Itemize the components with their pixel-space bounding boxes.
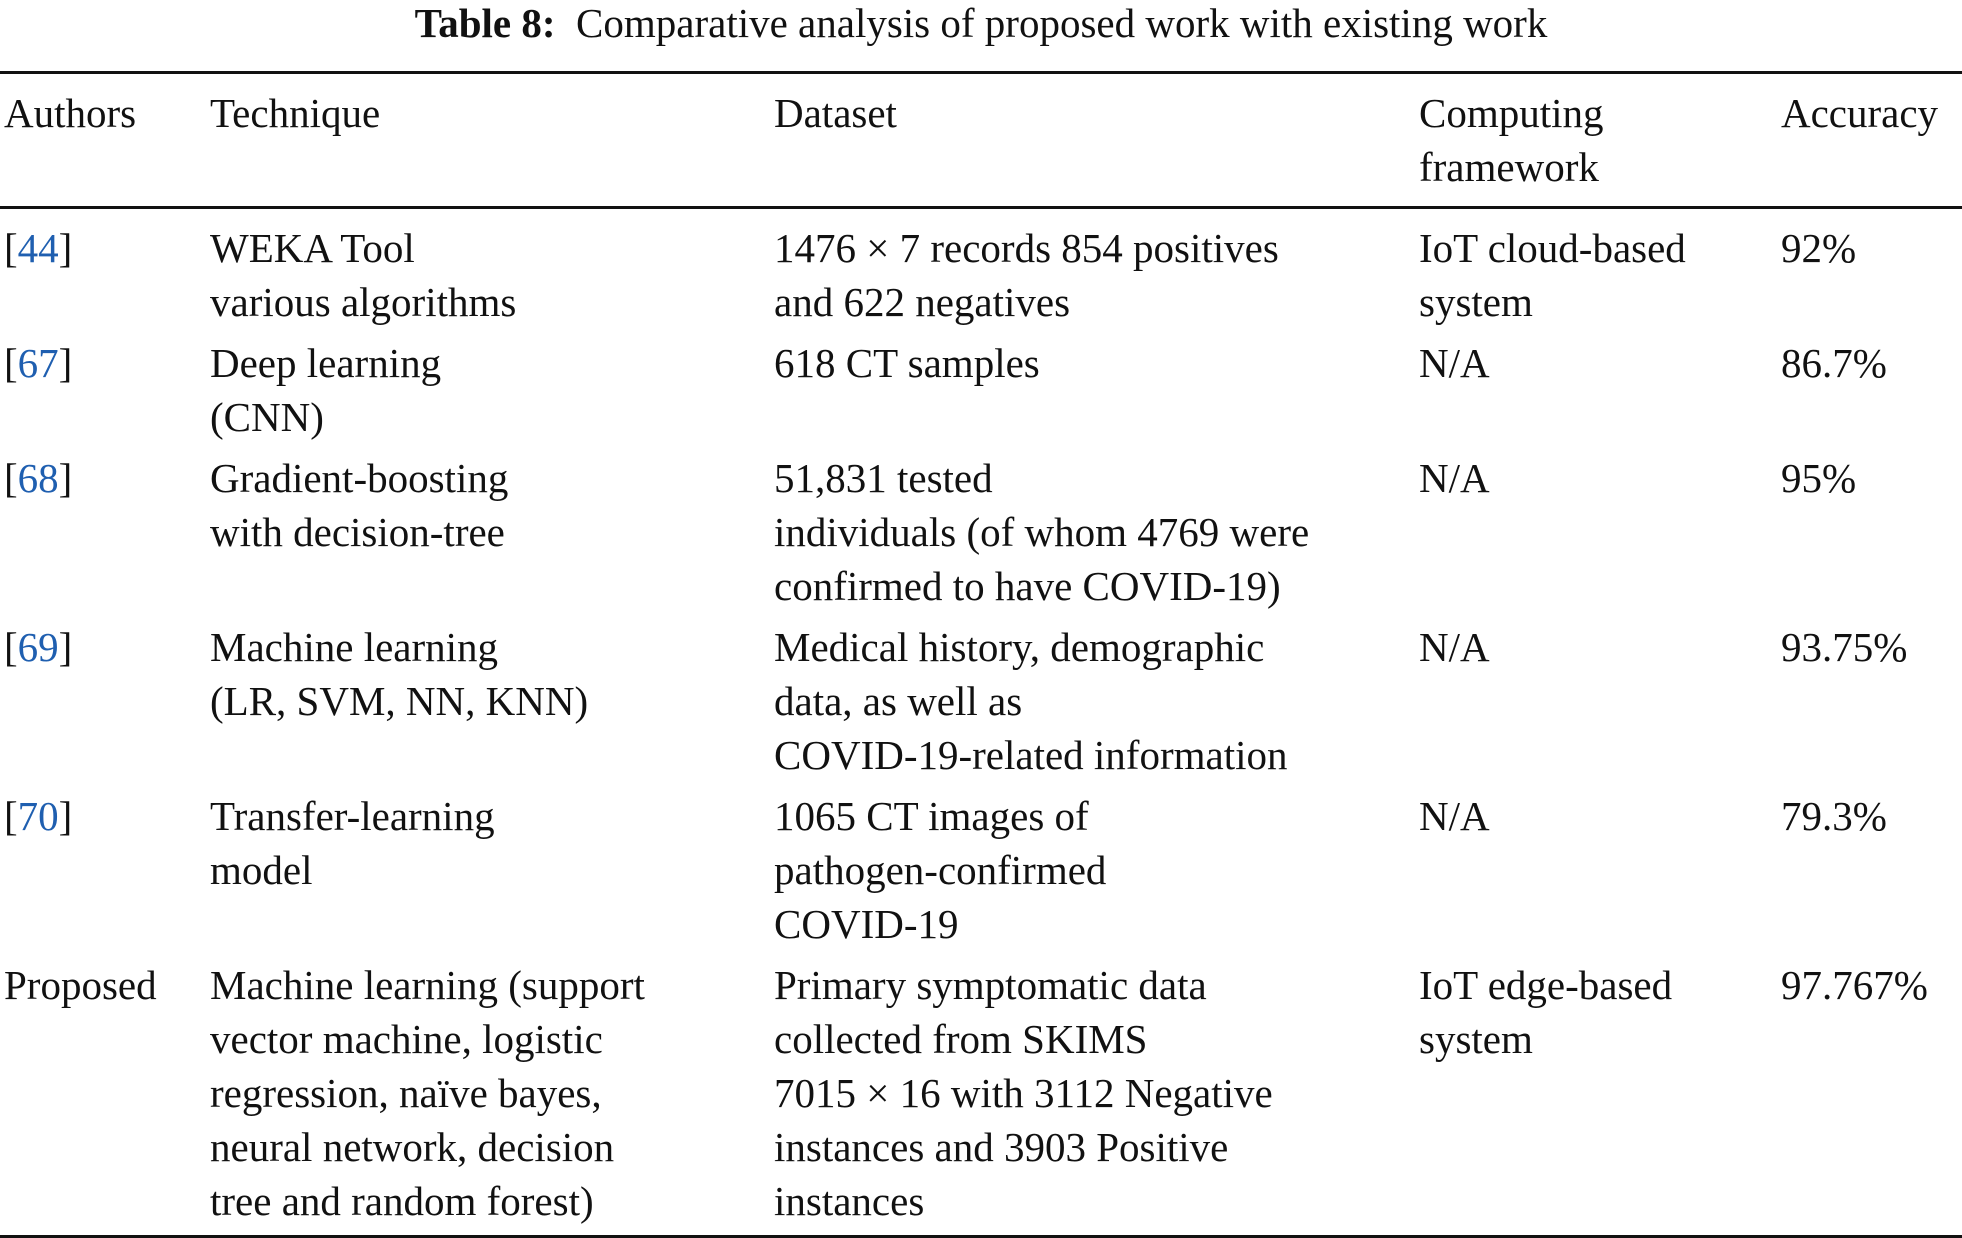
cell-technique-line: tree and random forest) (210, 1178, 594, 1224)
caption-text: Comparative analysis of proposed work with existing work (576, 0, 1548, 46)
header-computing-line-1: Computing (1419, 90, 1604, 136)
cell-authors (0, 208, 206, 337)
table-caption (0, 0, 1962, 46)
cell-computing-framework (1415, 451, 1777, 620)
cell-dataset-line: Primary symptomatic data (774, 962, 1207, 1008)
cell-technique (206, 789, 770, 958)
cell-technique-line: neural network, decision (210, 1124, 615, 1170)
cell-technique-line: with decision-tree (210, 509, 505, 555)
cell-technique-line: various algorithms (210, 279, 517, 325)
cell-technique (206, 620, 770, 789)
table-row (0, 958, 1962, 1237)
cell-technique-line: Gradient-boosting (210, 455, 509, 501)
cell-technique-line: Machine learning (210, 624, 499, 670)
cell-dataset-line: confirmed to have COVID-19) (774, 563, 1281, 609)
cell-dataset (770, 336, 1415, 451)
header-computing-framework (1415, 73, 1777, 208)
bracket-open: [ (4, 624, 18, 670)
reference-link[interactable]: 69 (17, 624, 59, 670)
header-row (0, 73, 1962, 208)
cell-dataset (770, 789, 1415, 958)
table-row (0, 789, 1962, 958)
cell-authors (0, 789, 206, 958)
cell-computing-framework (1415, 336, 1777, 451)
cell-technique-line: vector machine, logistic (210, 1016, 603, 1062)
cell-accuracy: 95% (1781, 455, 1857, 501)
table-body (0, 208, 1962, 1237)
cell-accuracy: 97.767% (1781, 962, 1928, 1008)
cell-accuracy: 79.3% (1781, 793, 1887, 839)
bracket-close: ] (58, 455, 73, 501)
cell-accuracy: 86.7% (1781, 340, 1887, 386)
cell-computing-framework-line: N/A (1419, 793, 1490, 839)
cell-dataset-line: 1476 × 7 records 854 positives (774, 225, 1279, 271)
cell-dataset-line: 618 CT samples (774, 340, 1040, 386)
cell-computing-framework-line: IoT cloud-based (1419, 225, 1686, 271)
cell-dataset-line: 1065 CT images of (774, 793, 1089, 839)
bracket-open: [ (4, 225, 18, 271)
cell-technique-line: model (210, 847, 313, 893)
cell-computing-framework (1415, 958, 1777, 1237)
cell-dataset (770, 958, 1415, 1237)
cell-computing-framework-line: N/A (1419, 455, 1490, 501)
cell-dataset-line: COVID-19 (774, 901, 959, 947)
bracket-close: ] (58, 340, 73, 386)
cell-technique-line: WEKA Tool (210, 225, 415, 271)
cell-dataset-line: instances and 3903 Positive (774, 1124, 1229, 1170)
cell-technique-line: Transfer-learning (210, 793, 495, 839)
cell-dataset-line: instances (774, 1178, 925, 1224)
cell-computing-framework (1415, 620, 1777, 789)
cell-dataset-line: collected from SKIMS (774, 1016, 1148, 1062)
bracket-open: [ (4, 455, 18, 501)
header-accuracy: Accuracy (1781, 90, 1939, 136)
cell-technique-line: (CNN) (210, 394, 324, 440)
reference-link[interactable]: 68 (17, 455, 59, 501)
cell-dataset-line: Medical history, demographic (774, 624, 1265, 670)
header-technique: Technique (210, 90, 381, 136)
cell-dataset (770, 620, 1415, 789)
bracket-close: ] (58, 793, 73, 839)
cell-dataset-line: pathogen-confirmed (774, 847, 1107, 893)
cell-technique (206, 208, 770, 337)
cell-computing-framework (1415, 789, 1777, 958)
cell-technique (206, 336, 770, 451)
cell-computing-framework-line: IoT edge-based (1419, 962, 1673, 1008)
cell-dataset-line: 51,831 tested (774, 455, 993, 501)
header-authors: Authors (4, 90, 137, 136)
table-row (0, 336, 1962, 451)
cell-dataset-line: data, as well as (774, 678, 1023, 724)
cell-authors (0, 336, 206, 451)
author-text: Proposed (4, 962, 157, 1008)
bracket-open: [ (4, 793, 18, 839)
bracket-close: ] (58, 225, 73, 271)
header-computing-line-2: framework (1419, 144, 1599, 190)
cell-authors (0, 620, 206, 789)
bracket-close: ] (58, 624, 73, 670)
cell-authors (0, 451, 206, 620)
cell-dataset (770, 208, 1415, 337)
cell-dataset-line: and 622 negatives (774, 279, 1071, 325)
table-row (0, 620, 1962, 789)
cell-computing-framework-line: N/A (1419, 340, 1490, 386)
cell-dataset-line: COVID-19-related information (774, 732, 1288, 778)
cell-technique-line: (LR, SVM, NN, KNN) (210, 678, 589, 724)
reference-link[interactable]: 44 (17, 225, 59, 271)
cell-computing-framework-line: N/A (1419, 624, 1490, 670)
cell-computing-framework-line: system (1419, 279, 1533, 325)
table-row (0, 208, 1962, 337)
cell-technique (206, 958, 770, 1237)
cell-technique-line: Machine learning (support (210, 962, 645, 1008)
caption-label: Table 8: (414, 0, 556, 46)
cell-technique-line: Deep learning (210, 340, 442, 386)
cell-technique (206, 451, 770, 620)
table-row (0, 451, 1962, 620)
cell-computing-framework-line: system (1419, 1016, 1533, 1062)
cell-technique-line: regression, naïve bayes, (210, 1070, 602, 1116)
cell-dataset-line: 7015 × 16 with 3112 Negative (774, 1070, 1273, 1116)
cell-accuracy: 92% (1781, 225, 1857, 271)
cell-accuracy: 93.75% (1781, 624, 1908, 670)
cell-computing-framework (1415, 208, 1777, 337)
cell-authors (0, 958, 206, 1237)
header-dataset: Dataset (774, 90, 897, 136)
reference-link[interactable]: 67 (17, 340, 59, 386)
reference-link[interactable]: 70 (17, 793, 59, 839)
comparison-table (0, 71, 1962, 1238)
cell-dataset-line: individuals (of whom 4769 were (774, 509, 1310, 555)
cell-dataset (770, 451, 1415, 620)
bracket-open: [ (4, 340, 18, 386)
